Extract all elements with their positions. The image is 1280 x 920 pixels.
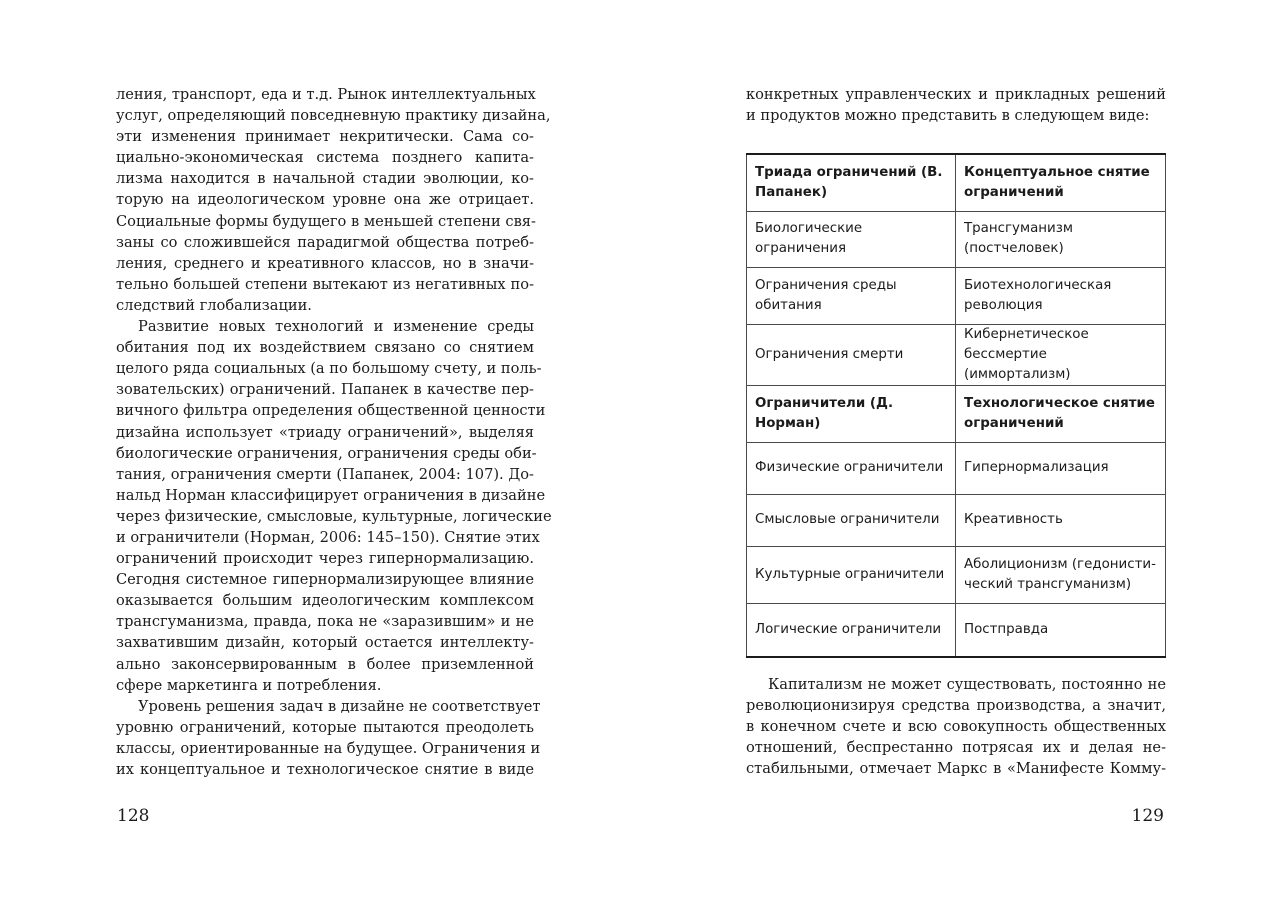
table-cell-text: Ограничители (Д. Норман) — [755, 395, 894, 431]
table-cell-text: Кибернетическое бессмертие (иммортализм) — [964, 326, 1089, 382]
table-cell-text: Биологические ограничения — [755, 221, 863, 256]
left-line-25: оказывается большим идеологическим комплексом — [116, 592, 534, 610]
left-line-28: ально законсервированным в более приземленной — [116, 655, 534, 673]
table-cell-left — [747, 442, 956, 494]
table-cell-text: Культурные ограничители — [755, 566, 945, 582]
table-row — [747, 603, 1166, 657]
left-line-1: ления, транспорт, еда и т.д. Рынок интеллектуальных — [116, 86, 536, 103]
table-cell-right — [956, 211, 1166, 267]
left-line-8: заны со сложившейся парадигмой общества потреб- — [116, 233, 534, 251]
left-line-23: ограничений происходит через гипернормализацию. — [116, 550, 534, 568]
left-line-21: через физические, смысловые, культурные, логические — [116, 507, 552, 525]
left-line-20: нальд Норман классифицирует ограничения в дизайне — [116, 486, 546, 504]
left-line-3: эти изменения принимает некритически. Сама со- — [116, 128, 534, 146]
left-line-18: биологические ограничения, ограничения среды оби- — [116, 444, 537, 462]
table-cell-left — [747, 546, 956, 603]
table-cell-right — [956, 494, 1166, 546]
page-number-right: 129 — [1131, 806, 1164, 826]
left-line-6: торую на идеологическом уровне она же отрицает. — [116, 191, 534, 209]
table-cell-text: Концептуальное снятие ограничений — [964, 164, 1150, 200]
constraints-table-body — [747, 154, 1166, 657]
left-line-5: лизма находится в начальной стадии эволюции, ко- — [116, 170, 534, 188]
table-row — [747, 154, 1166, 211]
table-cell-left — [747, 267, 956, 324]
table-cell-left — [747, 211, 956, 267]
left-line-24: Сегодня системное гипернормализирующее влияние — [116, 571, 534, 589]
table-cell-text: Ограничения смерти — [755, 346, 904, 362]
left-line-32: классы, ориентированные на будущее. Ограничения и — [116, 739, 541, 757]
constraints-table-wrap — [746, 153, 1165, 658]
left-line-2: услуг, определяющий повседневную практику дизайна, — [116, 107, 551, 125]
left-line-31: уровню ограничений, которые пытаются преодолеть — [116, 718, 534, 736]
left-line-10: тельно большей степени вытекают из негативных по- — [116, 275, 534, 293]
right-page-intro — [746, 84, 1166, 126]
table-cell-text: Биотехнологическая революция — [964, 277, 1112, 313]
table-header-cell-right — [956, 385, 1166, 442]
left-line-26: трансгуманизма, правда, пока не «заразившим» и не — [116, 613, 534, 631]
constraints-table — [746, 153, 1166, 658]
right-outro-line-5: стабильными, отмечает Маркс в «Манифесте Комму- — [746, 760, 1166, 778]
table-cell-text: Триада ограничений (В. Папанек) — [755, 164, 943, 200]
left-line-17: дизайна использует «триаду ограничений», выделяя — [116, 423, 534, 441]
left-line-11: следствий глобализации. — [116, 296, 312, 314]
left-line-30: Уровень решения задач в дизайне не соответствует — [138, 697, 541, 715]
table-cell-text: Гипернормализация — [964, 460, 1109, 475]
left-line-7: Социальные формы будущего в меньшей степени свя- — [116, 212, 536, 230]
left-page-body — [116, 84, 552, 780]
left-line-16: вичного фильтра определения общественной ценности — [116, 402, 546, 420]
table-cell-right — [956, 442, 1166, 494]
table-cell-text: Трансгуманизм (постчеловек) — [964, 221, 1073, 256]
left-line-14: целого ряда социальных (а по большому счету, и поль- — [116, 360, 542, 378]
right-outro-line-3: в конечном счете и всю совокупность общественных — [746, 718, 1166, 736]
left-line-33: их концептуальное и технологическое снятие в виде — [116, 761, 534, 778]
table-cell-text: Аболиционизм (гедонисти-ческий трансгуманизм) — [964, 556, 1156, 592]
right-intro-line-1: конкретных управленческих и прикладных решений — [746, 86, 1166, 103]
left-line-19: тания, ограничения смерти (Папанек, 2004: 107). До- — [116, 465, 534, 483]
table-cell-text: Ограничения среды обитания — [755, 277, 897, 313]
table-cell-text: Логические ограничители — [755, 621, 942, 637]
table-row — [747, 385, 1166, 442]
left-line-29: сфере маркетинга и потребления. — [116, 676, 382, 694]
table-row — [747, 494, 1166, 546]
table-row — [747, 267, 1166, 324]
table-cell-left — [747, 324, 956, 385]
table-cell-text: Креативность — [964, 512, 1063, 527]
table-cell-left — [747, 603, 956, 657]
table-row — [747, 546, 1166, 603]
table-row — [747, 442, 1166, 494]
table-cell-text: Смысловые ограничители — [755, 512, 940, 527]
left-line-15: зовательских) ограничений. Папанек в качестве пер- — [116, 381, 534, 399]
table-header-cell-right — [956, 154, 1166, 211]
table-cell-text: Физические ограничители — [755, 460, 944, 475]
table-cell-text: Технологическое снятие ограничений — [964, 395, 1155, 431]
table-cell-right — [956, 603, 1166, 657]
table-cell-text: Постправда — [964, 621, 1049, 637]
table-row — [747, 324, 1166, 385]
right-page-body — [746, 674, 1166, 779]
left-line-22: и ограничители (Норман, 2006: 145–150). Снятие этих — [116, 528, 540, 546]
left-line-27: захватившим дизайн, который остается интеллекту- — [116, 634, 534, 652]
left-line-9: ления, среднего и креативного классов, но в значи- — [116, 254, 534, 272]
left-line-4: циально-экономическая система позднего капита- — [116, 149, 534, 167]
page-number-left: 128 — [117, 806, 150, 826]
right-outro-line-4: отношений, беспрестанно потрясая их и делая не- — [746, 739, 1166, 757]
left-line-13: обитания под их воздействием связано со снятием — [116, 339, 534, 357]
table-cell-right — [956, 267, 1166, 324]
table-cell-right — [956, 324, 1166, 385]
table-cell-right — [956, 546, 1166, 603]
table-header-cell-left — [747, 154, 956, 211]
table-cell-left — [747, 494, 956, 546]
right-page — [640, 0, 1280, 920]
left-line-12: Развитие новых технологий и изменение среды — [138, 318, 534, 336]
table-header-cell-left — [747, 385, 956, 442]
table-row — [747, 211, 1166, 267]
right-outro-line-1: Капитализм не может существовать, постоянно не — [768, 676, 1166, 693]
right-intro-line-2: и продуктов можно представить в следующем виде: — [746, 107, 1150, 125]
right-outro-line-2: революционизируя средства производства, а значит, — [746, 697, 1166, 715]
